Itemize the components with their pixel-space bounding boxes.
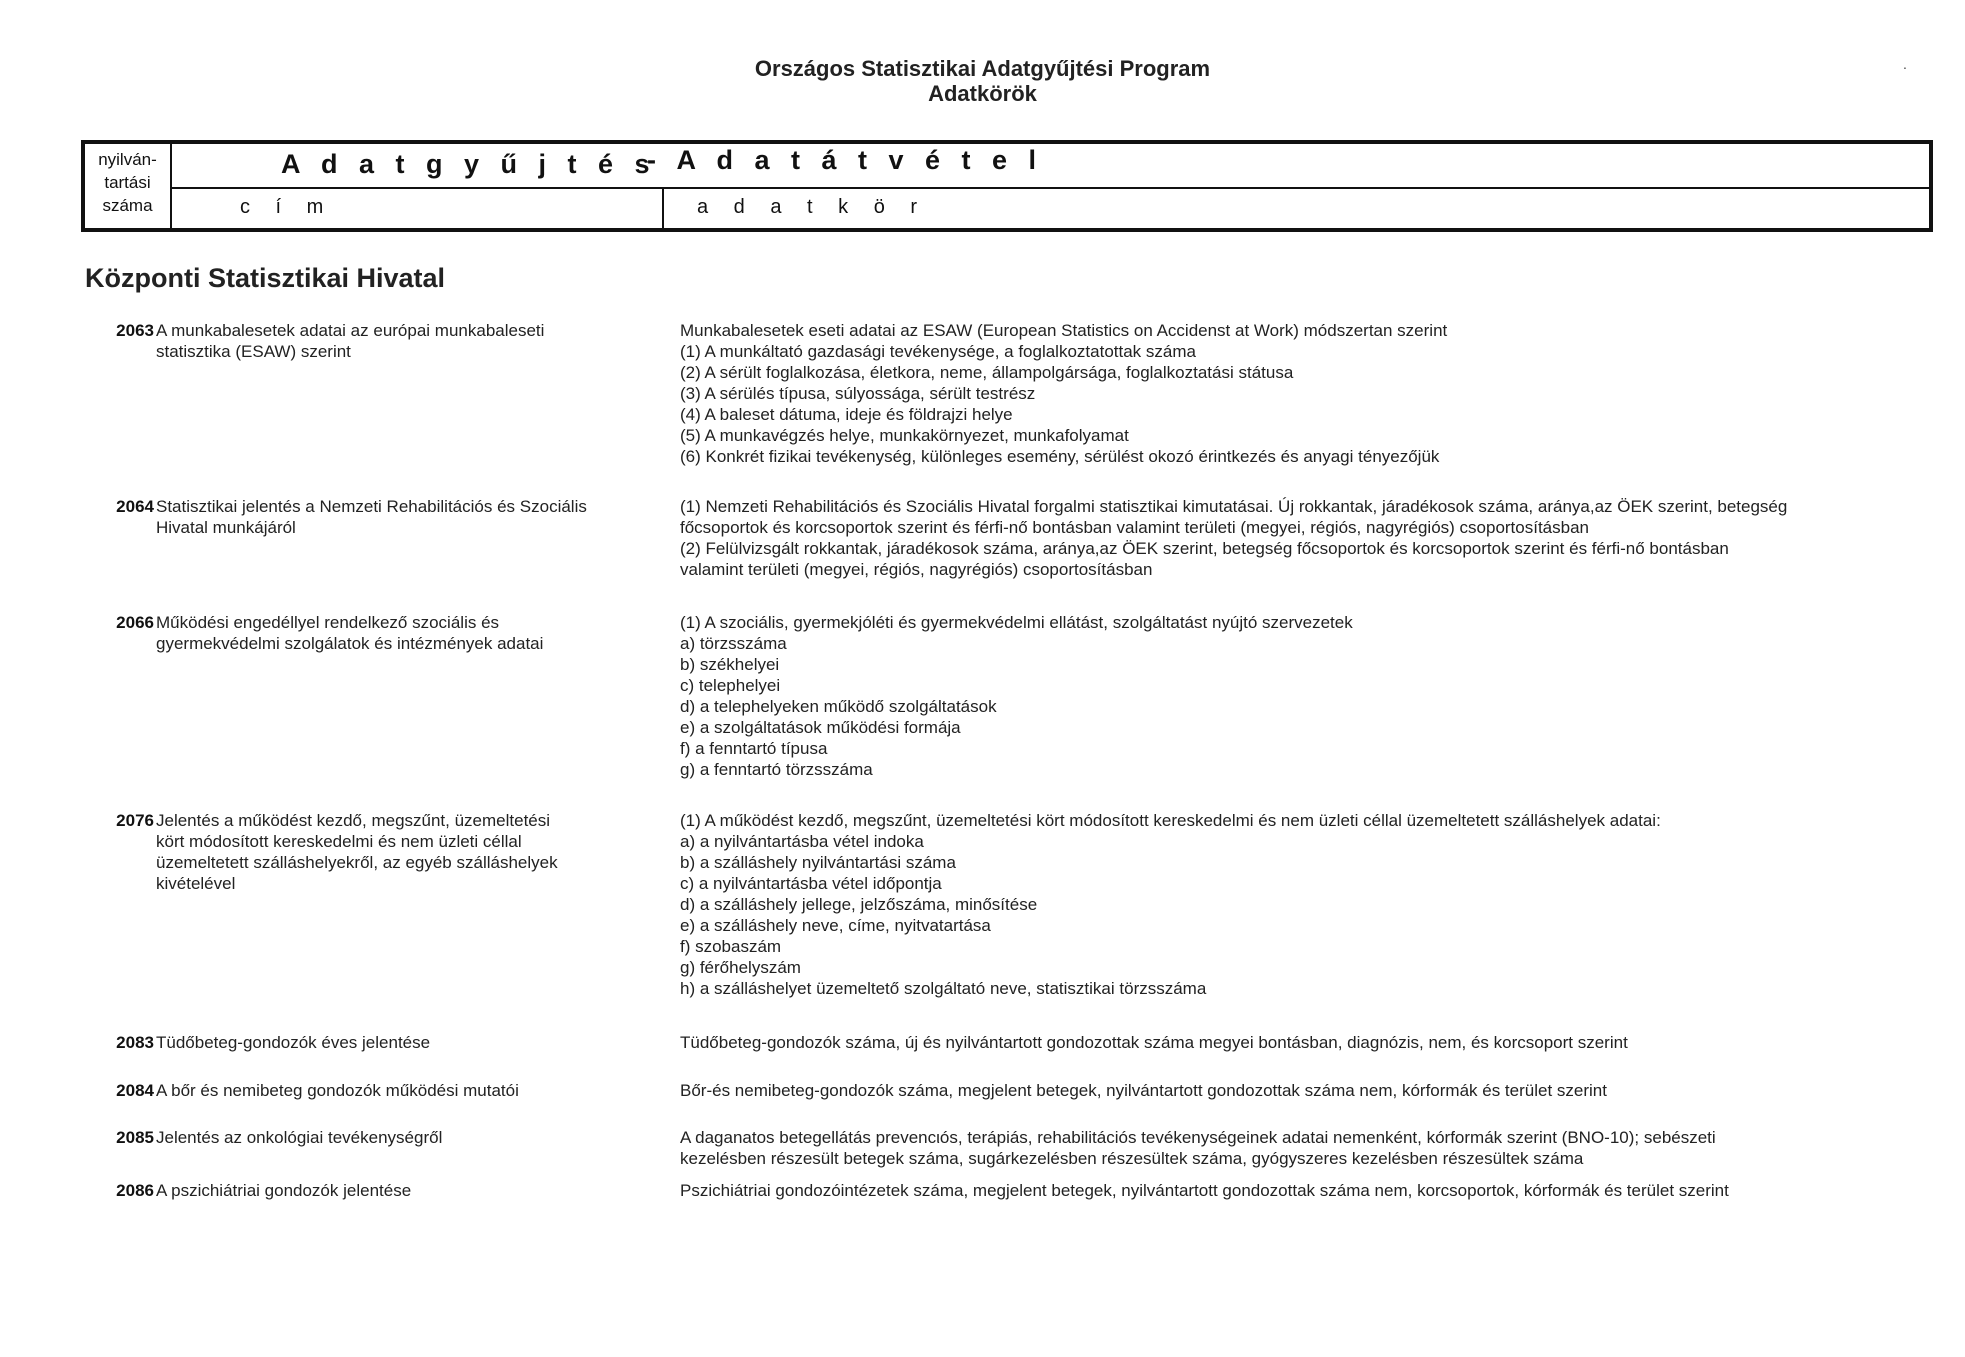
entry-description — [680, 496, 1920, 580]
entry-description-line: (5) A munkavégzés helye, munkakörnyezet, munkafolyamat — [680, 426, 1129, 445]
entry-description-line: (4) A baleset dátuma, ideje és földrajzi helye — [680, 405, 1013, 424]
entry-description-line: h) a szálláshelyet üzemeltető szolgáltató neve, statisztikai törzsszáma — [680, 979, 1207, 998]
entry-description — [680, 1080, 1920, 1101]
entry-description-line: a) a nyilvántartásba vétel indoka — [680, 832, 924, 851]
entry-code: 2085 — [116, 1128, 154, 1147]
entry-title-line: statisztika (ESAW) szerint — [156, 342, 351, 361]
document-title-line1: Országos Statisztikai Adatgyűjtési Program — [754, 56, 1211, 81]
header-data-scope-column: a d a t k ö r — [697, 196, 928, 218]
entry-title-line: A bőr és nemibeteg gondozók működési mutatói — [156, 1081, 519, 1100]
entry-code: 2084 — [116, 1081, 154, 1100]
entry-title — [156, 1032, 616, 1053]
entry-description-line: kezelésben részesült betegek száma, sugárkezelésben részesültek száma, gyógyszeres kezelésben részesültek száma — [680, 1149, 1584, 1168]
document-title-line2: Adatkörök — [928, 81, 1037, 106]
entry-description-line: A daganatos betegellátás prevencιós, terápiás, rehabilitációs tevékenységeinek adatai nemenként, kórformák szerint (BNO-10); sebészeti — [680, 1128, 1716, 1147]
entry-description-line: főcsoportok és korcsoportok szerint és férfi-nő bontásban valamint területi (megyei, régiós, nagyrégiós) csoportosításban — [680, 518, 1590, 537]
entry-description-line: Tüdőbeteg-gondozók száma, új és nyilvántartott gondozottak száma megyei bontásban, diagnózis, nem, és korcsoport szerint — [680, 1033, 1628, 1052]
entry-description-line: g) férőhelyszám — [680, 958, 801, 977]
header-divider-horizontal — [170, 187, 1929, 189]
entry-title-line: A munkabalesetek adatai az európai munkabaleseti — [156, 321, 545, 340]
header-registration-number — [85, 148, 170, 217]
entry-description — [680, 1180, 1920, 1201]
entry-title-line: kivételével — [156, 874, 236, 893]
entry-title — [156, 810, 616, 894]
entry-description — [680, 1032, 1920, 1053]
entry-description-line: d) a telephelyeken működő szolgáltatások — [680, 697, 997, 716]
entry-description-line: g) a fenntartó törzsszáma — [680, 760, 873, 779]
entry-description-line: (1) A szociális, gyermekjóléti és gyermekvédelmi ellátást, szolgáltatást nyújtó szervezetek — [680, 613, 1353, 632]
entry-description-line: Bőr-és nemibeteg-gondozók száma, megjelent betegek, nyilvántartott gondozottak száma nem, kórformák és terület szerint — [680, 1081, 1607, 1100]
header-divider-vertical-1 — [170, 144, 172, 228]
entry-description-line: a) törzsszáma — [680, 634, 787, 653]
column-header-box — [81, 140, 1933, 232]
entry-title — [156, 1127, 616, 1148]
entry-description-line: f) a fenntartó típusa — [680, 739, 828, 758]
header-data-collection: A d a t g y ű j t é s — [281, 149, 657, 179]
entry-title-line: A pszichiátriai gondozók jelentése — [156, 1181, 412, 1200]
entry-title-line: Tüdőbeteg-gondozók éves jelentése — [156, 1033, 431, 1052]
entry-description — [680, 810, 1920, 999]
entry-code: 2063 — [116, 321, 154, 340]
entry-description — [680, 612, 1920, 780]
entry-title — [156, 1180, 616, 1201]
entry-code: 2083 — [116, 1033, 154, 1052]
entry-description-line: (2) A sérült foglalkozása, életkora, neme, állampolgársága, foglalkoztatási státusa — [680, 363, 1294, 382]
entry-code: 2066 — [116, 613, 154, 632]
entry-description-line: (1) A munkáltató gazdasági tevékenysége, a foglalkoztatottak száma — [680, 342, 1196, 361]
entry-code: 2064 — [116, 497, 154, 516]
entry-title-line: Hivatal munkájáról — [156, 518, 296, 537]
entry-title-line: Statisztikai jelentés a Nemzeti Rehabilitációs és Szociális — [156, 497, 587, 516]
header-col1-line2: tartási — [104, 173, 151, 192]
entry-title — [156, 1080, 616, 1101]
entry-description-line: Munkabalesetek eseti adatai az ESAW (European Statistics on Accidenst at Work) módszertan szerint — [680, 321, 1448, 340]
header-col1-line3: száma — [102, 196, 153, 215]
entry-description — [680, 320, 1920, 467]
entry-code: 2076 — [116, 811, 154, 830]
corner-mark: . — [1903, 56, 1907, 72]
entry-description-line: (3) A sérülés típusa, súlyossága, sérült testrész — [680, 384, 1036, 403]
entry-title-line: Jelentés a működést kezdő, megszűnt, üzemeltetési — [156, 811, 551, 830]
entry-description-line: (1) Nemzeti Rehabilitációs és Szociális Hivatal forgalmi statisztikai kimutatásai. Új rokkantak, járadékosok száma, aránya,az ÖEK szerint, betegség — [680, 497, 1788, 516]
entry-title-line: Jelentés az onkológiai tevékenységről — [156, 1128, 443, 1147]
entry-description-line: b) a szálláshely nyilvántartási száma — [680, 853, 956, 872]
entry-description-line: (6) Konkrét fizikai tevékenység, különleges esemény, sérülést okozó érintkezés és anyagi tényezőjük — [680, 447, 1440, 466]
entry-title-line: Működési engedéllyel rendelkező szociális és — [156, 613, 500, 632]
entry-code: 2086 — [116, 1181, 154, 1200]
agency-heading: Központi Statisztikai Hivatal — [85, 263, 446, 293]
entry-description-line: e) a szálláshely neve, címe, nyitvatartása — [680, 916, 991, 935]
document-title — [0, 56, 1965, 106]
header-divider-vertical-2 — [662, 187, 664, 228]
entry-title — [156, 320, 616, 362]
header-title-column: c í m — [240, 196, 334, 218]
entry-description — [680, 1127, 1920, 1169]
entry-title-line: gyermekvédelmi szolgálatok és intézmények adatai — [156, 634, 544, 653]
entry-description-line: f) szobaszám — [680, 937, 782, 956]
entry-description-line: (1) A működést kezdő, megszűnt, üzemeltetési kört módosított kereskedelmi és nem üzleti céllal üzemeltetett szálláshelyek adatai: — [680, 811, 1661, 830]
entry-description-line: c) a nyilvántartásba vétel időpontja — [680, 874, 942, 893]
entry-description-line: e) a szolgáltatások működési formája — [680, 718, 961, 737]
entry-description-line: b) székhelyei — [680, 655, 780, 674]
entry-title — [156, 496, 616, 538]
entry-description-line: c) telephelyei — [680, 676, 781, 695]
entry-title-line: üzemeltetett szálláshelyekről, az egyéb szálláshelyek — [156, 853, 558, 872]
entry-title-line: kört módosított kereskedelmi és nem üzleti céllal — [156, 832, 522, 851]
entry-title — [156, 612, 616, 654]
header-col1-line1: nyilván- — [98, 150, 157, 169]
header-data-acquisition: - A d a t á t v é t e l — [647, 145, 1044, 175]
entry-description-line: (2) Felülvizsgált rokkantak, járadékosok száma, aránya,az ÖEK szerint, betegség főcsoportok és korcsoportok szerint és férfi-nő bontásban — [680, 539, 1729, 558]
entry-description-line: d) a szálláshely jellege, jelzőszáma, minősítése — [680, 895, 1038, 914]
entry-description-line: Pszichiátriai gondozóintézetek száma, megjelent betegek, nyilvántartott gondozottak száma nem, korcsoportok, kórformák és terület szerint — [680, 1181, 1729, 1200]
entry-description-line: valamint területi (megyei, régiós, nagyrégiós) csoportosításban — [680, 560, 1153, 579]
